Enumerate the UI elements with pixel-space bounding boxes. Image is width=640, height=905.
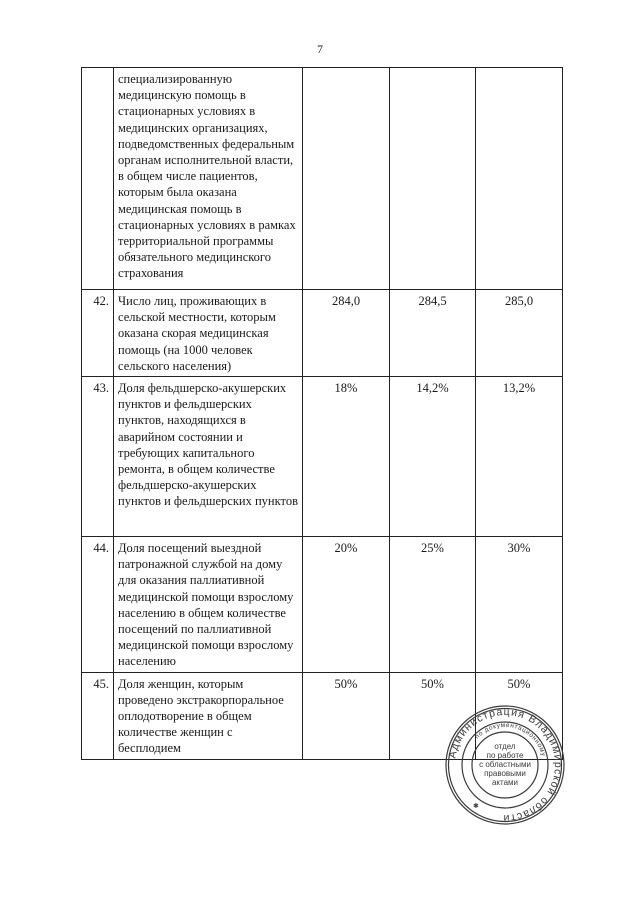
stamp-inner-text: по документационному <box>473 721 547 758</box>
row-number: 42. <box>82 290 114 377</box>
table-row <box>82 290 563 377</box>
indicator-value-1 <box>303 68 390 290</box>
stamp-star-icon: ✱ <box>473 803 479 810</box>
indicator-description: специализированную медицинскую помощь в стационарных условиях в медицинских организациях, подведомственных федеральным органам исполнительной власти, в общем числе пациентов, которым была оказана медицинская помощь в стационарных условиях в рамках территориальной программы обязательного медицинского страхования <box>114 68 303 290</box>
table-row <box>82 377 563 537</box>
svg-text:правовыми: правовыми <box>484 769 526 778</box>
svg-text:отдел: отдел <box>494 742 516 751</box>
indicator-value-2 <box>390 68 476 290</box>
official-stamp <box>444 704 566 826</box>
indicator-value-1: 20% <box>303 537 390 673</box>
svg-text:с областными: с областными <box>479 760 531 769</box>
row-number <box>82 68 114 290</box>
indicator-value-3: 50% <box>476 672 563 759</box>
svg-text:актами: актами <box>491 778 519 787</box>
row-number: 45. <box>82 672 114 759</box>
indicator-value-2: 50% <box>390 672 476 759</box>
indicator-value-3: 30% <box>476 537 563 673</box>
indicator-value-2: 25% <box>390 537 476 673</box>
page-number: 7 <box>317 42 323 56</box>
indicator-value-3: 285,0 <box>476 290 563 377</box>
row-number: 43. <box>82 377 114 537</box>
indicator-description: Доля фельдшерско-акушерских пунктов и фельдшерских пунктов, находящихся в аварийном состоянии и требующих капитального ремонта, в общем количестве фельдшерско-акушерских пунктов и фельдшерских пунктов <box>114 377 303 537</box>
table-row <box>82 537 563 673</box>
indicator-value-2: 284,5 <box>390 290 476 377</box>
indicators-table <box>81 67 563 760</box>
svg-text:по работе: по работе <box>486 751 524 760</box>
indicator-description: Доля женщин, которым проведено экстракорпоральное оплодотворение в общем количестве женщин с бесплодием <box>114 672 303 759</box>
indicator-value-1: 284,0 <box>303 290 390 377</box>
indicator-value-2: 14,2% <box>390 377 476 537</box>
indicator-value-1: 50% <box>303 672 390 759</box>
stamp-center-text <box>479 742 531 787</box>
indicator-description: Число лиц, проживающих в сельской местности, которым оказана скорая медицинская помощь (на 1000 человек сельского населения) <box>114 290 303 377</box>
indicator-value-1: 18% <box>303 377 390 537</box>
indicator-description: Доля посещений выездной патронажной службой на дому для оказания паллиативной медицинской помощи взрослому населению в общем количестве посещений по паллиативной медицинской помощи взрослому населению <box>114 537 303 673</box>
table-row <box>82 68 563 290</box>
stamp-outer-text: Администрация Владимирской области <box>446 705 565 825</box>
indicator-value-3: 13,2% <box>476 377 563 537</box>
indicator-value-3 <box>476 68 563 290</box>
row-number: 44. <box>82 537 114 673</box>
